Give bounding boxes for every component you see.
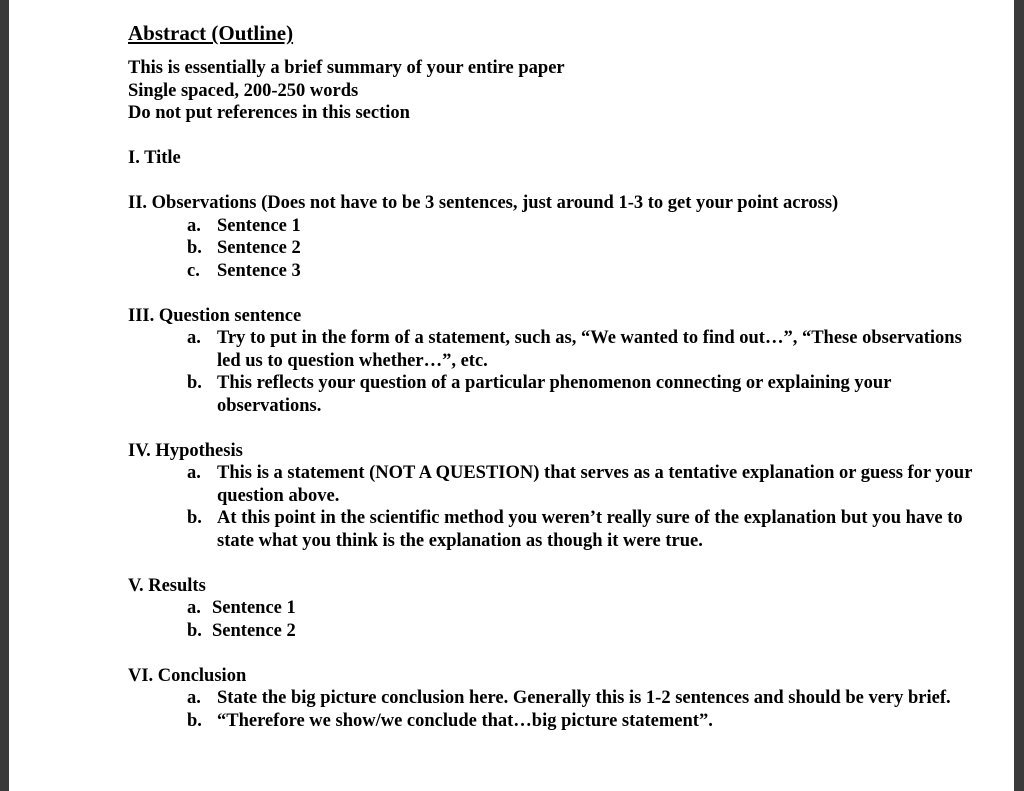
- spacer: [128, 552, 988, 575]
- list-marker: a.: [187, 463, 201, 483]
- list-item-text: Sentence 1: [212, 598, 296, 618]
- list-marker: a.: [187, 598, 201, 618]
- list-item-text: This is a statement (NOT A QUESTION) that serves as a tentative explanation or guess for your question above.: [217, 463, 973, 506]
- list-marker: b.: [187, 710, 202, 731]
- list-item: [128, 215, 988, 238]
- list-item-text: “Therefore we show/we conclude that…big picture statement”.: [217, 710, 713, 731]
- item-list: [128, 597, 988, 642]
- section-heading: V. Results: [128, 575, 206, 596]
- list-marker: b.: [187, 238, 202, 258]
- intro-line: This is essentially a brief summary of your entire paper: [128, 58, 565, 78]
- list-item: [128, 327, 988, 372]
- list-marker: b.: [187, 508, 202, 528]
- list-item: [128, 620, 988, 643]
- list-marker: a.: [187, 215, 201, 236]
- section-heading: VI. Conclusion: [128, 665, 247, 686]
- spacer: [128, 642, 988, 665]
- section-results: [128, 575, 988, 643]
- document-content: [128, 20, 988, 732]
- list-item-text: Sentence 2: [217, 238, 301, 258]
- item-list: [128, 327, 988, 417]
- list-marker: a.: [187, 688, 201, 708]
- section-observations: [128, 192, 988, 282]
- list-item: [128, 710, 988, 733]
- window-frame-left: [0, 0, 9, 791]
- section-heading: III. Question sentence: [128, 305, 302, 326]
- list-item-text: Sentence 1: [217, 215, 301, 236]
- section-heading: I. Title: [128, 148, 181, 168]
- item-list: [128, 462, 988, 552]
- list-item-text: State the big picture conclusion here. Generally this is 1-2 sentences and should be very brief.: [217, 688, 951, 708]
- spacer: [128, 170, 988, 193]
- item-list: [128, 687, 988, 732]
- list-item: [128, 260, 988, 283]
- section-question: [128, 305, 988, 418]
- spacer: [128, 417, 988, 440]
- section-conclusion: [128, 665, 988, 733]
- list-item: [128, 507, 988, 552]
- intro-line: Single spaced, 200-250 words: [128, 80, 359, 101]
- intro-block: [128, 57, 988, 125]
- list-item: [128, 372, 988, 417]
- window-frame-right: [1014, 0, 1024, 791]
- spacer: [128, 125, 988, 148]
- list-item: [128, 237, 988, 260]
- document-title: Abstract (Outline): [128, 21, 294, 45]
- list-item: [128, 687, 988, 710]
- section-title: [128, 147, 988, 170]
- intro-line: Do not put references in this section: [128, 103, 410, 123]
- list-item: [128, 597, 988, 620]
- spacer: [128, 282, 988, 305]
- section-hypothesis: [128, 440, 988, 553]
- list-item-text: Try to put in the form of a statement, such as, “We wanted to find out…”, “These observations led us to question whether…”, etc.: [217, 328, 962, 371]
- list-item-text: At this point in the scientific method you weren’t really sure of the explanation but you have to state what you think is the explanation as though it were true.: [217, 508, 963, 551]
- list-marker: c.: [187, 260, 200, 281]
- list-item-text: Sentence 2: [212, 620, 296, 641]
- list-item: [128, 462, 988, 507]
- document-page: [9, 0, 1014, 791]
- list-marker: a.: [187, 328, 201, 348]
- section-heading: IV. Hypothesis: [128, 440, 243, 461]
- section-heading: II. Observations (Does not have to be 3 sentences, just around 1-3 to get your point across): [128, 193, 839, 213]
- list-item-text: This reflects your question of a particular phenomenon connecting or explaining your observations.: [217, 373, 892, 416]
- item-list: [128, 215, 988, 283]
- list-marker: b.: [187, 620, 202, 641]
- list-item-text: Sentence 3: [217, 260, 301, 281]
- list-marker: b.: [187, 373, 202, 393]
